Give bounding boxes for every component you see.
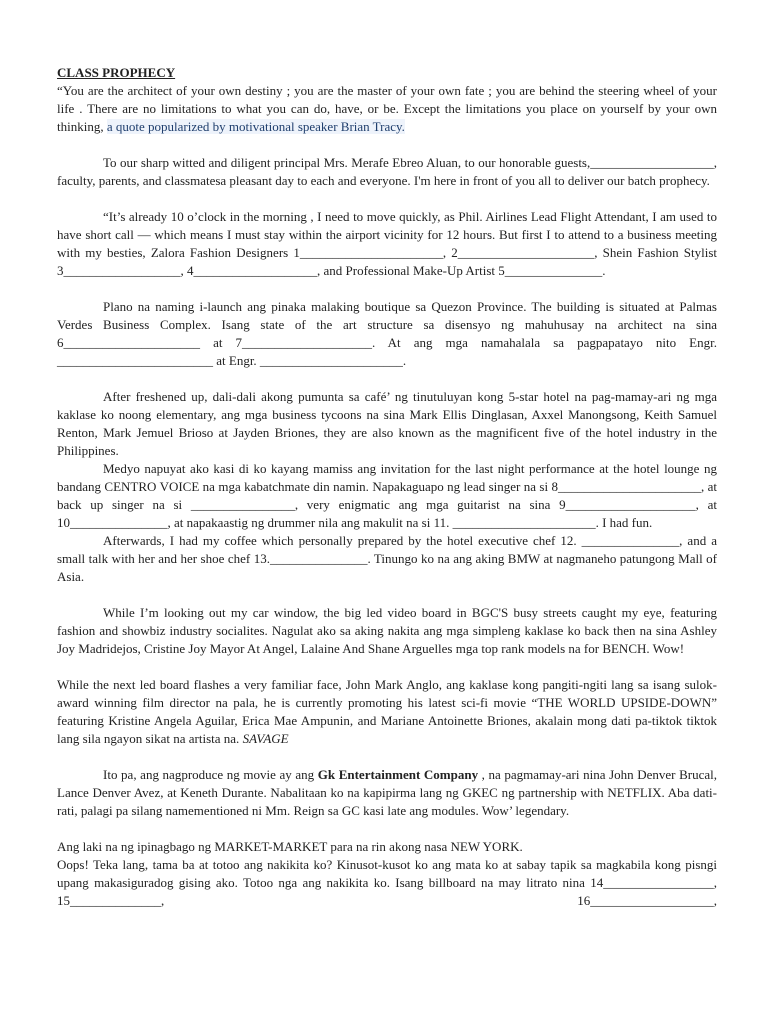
opening-quote-paragraph — [57, 82, 717, 136]
flight-attendant-paragraph: “It’s already 10 o’clock in the morning , I need to move quickly, as Phil. Airlines Lead Flight Attendant, I am used to have short call — which means I must stay within the airport vicinity for 12 hours. But first I to attend to a business meeting with my besties, Zalora Fashion Designers 1______________________, 2_____________________, Shein Fashion Stylist 3__________________, 4___________________, and Professional Make-Up Artist 5_______________. — [57, 209, 717, 278]
company-name: Gk Entertainment Company — [317, 767, 479, 782]
savage-text: SAVAGE — [242, 731, 289, 746]
greeting-paragraph: To our sharp witted and diligent principal Mrs. Merafe Ebreo Aluan, to our honorable guests,___________________, faculty, parents, and classmatesa pleasant day to each and everyone. I'm here in front of you all to deliver our batch prophecy. — [57, 155, 717, 188]
market-paragraph: Ang laki na ng ipinagbago ng MARKET-MARKET para na rin akong nasa NEW YORK. — [57, 839, 523, 854]
billboard-paragraph: Oops! Teka lang, tama ba at totoo ang nakikita ko? Kinusot-kusot ko ang mata ko at sabay tapik sa magkabila kong pisngi upang makasiguradog gising ako. Totoo nga ang nakikita ko. Isang billboard na may litrato nina 14_________________, 15______________, 16___________________, — [57, 857, 717, 908]
opening-quote-text: “You are the architect of your own destiny ; you are the master of your own fate ; you are behind the steering wheel of your life . There are no limitations to what you can do, have, or be. Except the limitations you place on yourself by your own thinking, — [57, 83, 717, 134]
chef-paragraph: Afterwards, I had my coffee which personally prepared by the hotel executive chef 12. _______________, and a small talk with her and her shoe chef 13._______________. Tinungo ko na ang aking BMW at nagmaneho patungong Mall of Asia. — [57, 533, 717, 584]
document-title: CLASS PROPHECY — [57, 65, 176, 80]
hotel-paragraph: After freshened up, dali-dali akong pumunta sa café’ ng tinutuluyan kong 5-star hotel na pag-mamay-ari ng mga kaklase ko noong elementary, ang mga business tycoons na sina Mark Ellis Dinglasan, Axxel Manongsong, Keith Samuel Renton, Mark Jemuel Brioso at Jayden Briones, they are also known as the magnificent five of the hotel industry in the Philippines. — [57, 389, 717, 458]
entertainment-text-end: , na pagmamay-ari nina John Denver Brucal, Lance Denver Avez, at Keneth Durante. Nabalitaan ko na kapipirma lang ng GKEC ng partnership with NETFLIX. Aba dati-rati, palagi pa silang namementioned ni Mm. Reign sa GC kasi late ang modules. Wow’ legendary. — [57, 767, 717, 818]
film-director-text: While the next led board flashes a very familiar face, John Mark Anglo, ang kaklase kong pangiti-ngiti lang sa isang sulok- award winning film director na pala, he is currently promoting his latest sci-fi movie “THE WORLD UPSIDE-DOWN” featuring Kristine Angela Aguilar, Erica Mae Ampunin, and Mariane Antoinette Briones, akalain mong dati pa-tiktok tiktok lang sila ngayon sikat na artista na. — [57, 677, 717, 746]
document-page — [57, 64, 717, 910]
entertainment-paragraph — [57, 766, 717, 820]
film-director-paragraph — [57, 676, 717, 748]
boutique-paragraph: Plano na naming i-launch ang pinaka malaking boutique sa Quezon Province. The building is situated at Palmas Verdes Business Complex. Isang state of the art structure sa disensyo ng mahuhusay na architect na sina 6_____________________ at 7____________________. At ang mga namahalala sa pagpapatayo nito Engr. ________________________ at Engr. ______________________. — [57, 299, 717, 368]
quote-attribution: a quote popularized by motivational speaker Brian Tracy. — [106, 119, 405, 134]
entertainment-text-start: Ito pa, ang nagproduce ng movie ay ang — [103, 767, 318, 782]
led-board-paragraph: While I’m looking out my car window, the big led video board in BGC'S busy streets caught my eye, featuring fashion and showbiz industry socialites. Nagulat ako sa aking nakita ang mga simpleng kaklase ko back then na sina Ashley Joy Madridejos, Cristine Joy Mayor At Angel, Lalaine And Shane Arguelles mga top rank models na for BENCH. Wow! — [57, 605, 717, 656]
band-paragraph: Medyo napuyat ako kasi di ko kayang mamiss ang invitation for the last night performance at the hotel lounge ng bandang CENTRO VOICE na mga kabatchmate din namin. Napakaguapo ng lead singer na si 8______________________, at back up singer na si ________________, very enigmatic ang mga guitarist na sina 9____________________, at 10_______________, at napakaastig ng drummer nila ang makulit na si 11. ______________________. I had fun. — [57, 461, 717, 530]
